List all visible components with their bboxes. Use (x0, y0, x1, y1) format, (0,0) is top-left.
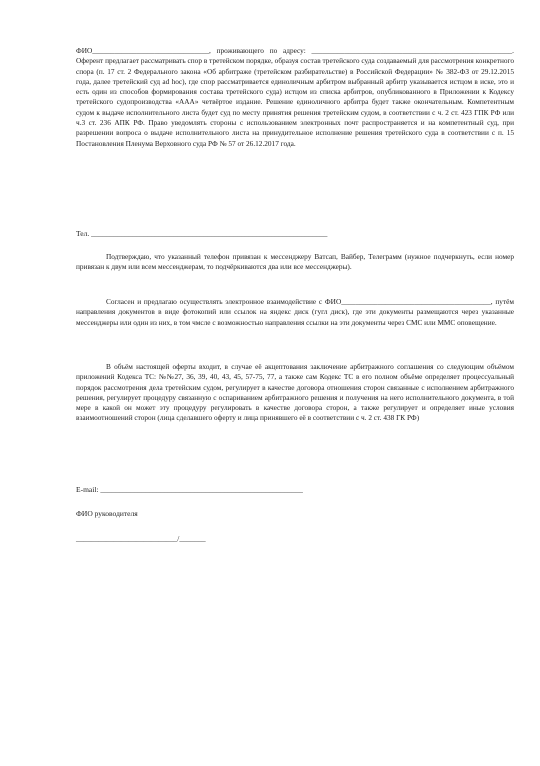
arbitration-scope-paragraph (76, 362, 514, 424)
email-line: E-mail: ______________________________________________________ (76, 485, 303, 494)
arbitration-scope-text: В объём настоящей оферты входит, в случае её акцептования заключение арбитражного соглашения со следующим объёмом приложений Кодекса ТС: №№27, 36, 39, 40, 43, 45, 57-75, 77, а также сам Кодекс ТС в его полном объёме определяет процессуальный порядок рассмотрения дела третейским судом, регулирует в качестве договора отношения сторон связанные с исполнением арбитражного решения, регулирует процедуру связанную с оспариванием арбитражного решения и получения на него исполнительного документа, в той мере в какой он может эту процедуру регулировать в качестве договора сторон, а также регулирует и определяет иные условия взаимоотношений сторон (лица сделавшего оферту и лица принявшего её в соответствии с ч. 2 ст. 438 ГК РФ) (76, 362, 514, 423)
signature-line: ___________________________/_______ (76, 534, 206, 543)
messenger-paragraph (76, 252, 514, 273)
electronic-interaction-paragraph (76, 297, 514, 328)
head-name-label: ФИО руководителя (76, 509, 138, 518)
offer-paragraph: ФИО________________________________, проживающего по адресу: _______________________________________________________. Оферент предлагает рассматривать спор в третейском порядке, образуя состав третейского суда создаваемый для рассмотрения конкретного спора (п. 17 ст. 2 Федерального закона «Об арбитраже (третейском разбирательстве) в Российской Федерации» № 382-ФЗ от 29.12.2015 года, далее третейский суд ad hoc), где спор рассматривается единоличным арбитром выбранный арбитр указывается истцом в иске, это и есть один из способов формирования состава третейского суда) истцом из списка арбитров, опубликованного в Приложении к Кодексу третейского судопроизводства «ААА» четвёртое издание. Решение единоличного арбитра будет также окончательным. Компетентным судом к выдаче исполнительного листа будет суд по месту принятия решения третейским судом, в соответствии с ч. 2 ст. 423 ГПК РФ или ч.3 ст. 236 АПК РФ. Право уведомлять стороны с использованием электронных почт распространяется и на компетентный суд, при разрешении вопроса о выдаче исполнительного листа на принудительное исполнение решения третейского суда в соответствии с п. 15 Постановления Пленума Верховного суда РФ № 57 от 26.12.2017 года. (76, 46, 514, 148)
electronic-interaction-text: Согласен и предлагаю осуществлять электронное взаимодействие с ФИО_________________________________________, путём направления документов в виде фотокопий или ссылок на яндекс диск (гугл диск), где эти документы размещаются через указанные мессенджеры или один из них, в том чмсле с возможностью направления ссылки на эти документы через СМС или ММС оповещение. (76, 297, 514, 327)
phone-line: Тел. _______________________________________________________________ (76, 229, 328, 238)
messenger-text: Подтверждаю, что указанный телефон привязан к мессенджеру Ватсап, Вайбер, Телеграмм (нужное подчеркнуть, если номер привязан к двум или всем мессенджерам, то подчёркиваются два или все мессенджеры). (76, 252, 514, 272)
